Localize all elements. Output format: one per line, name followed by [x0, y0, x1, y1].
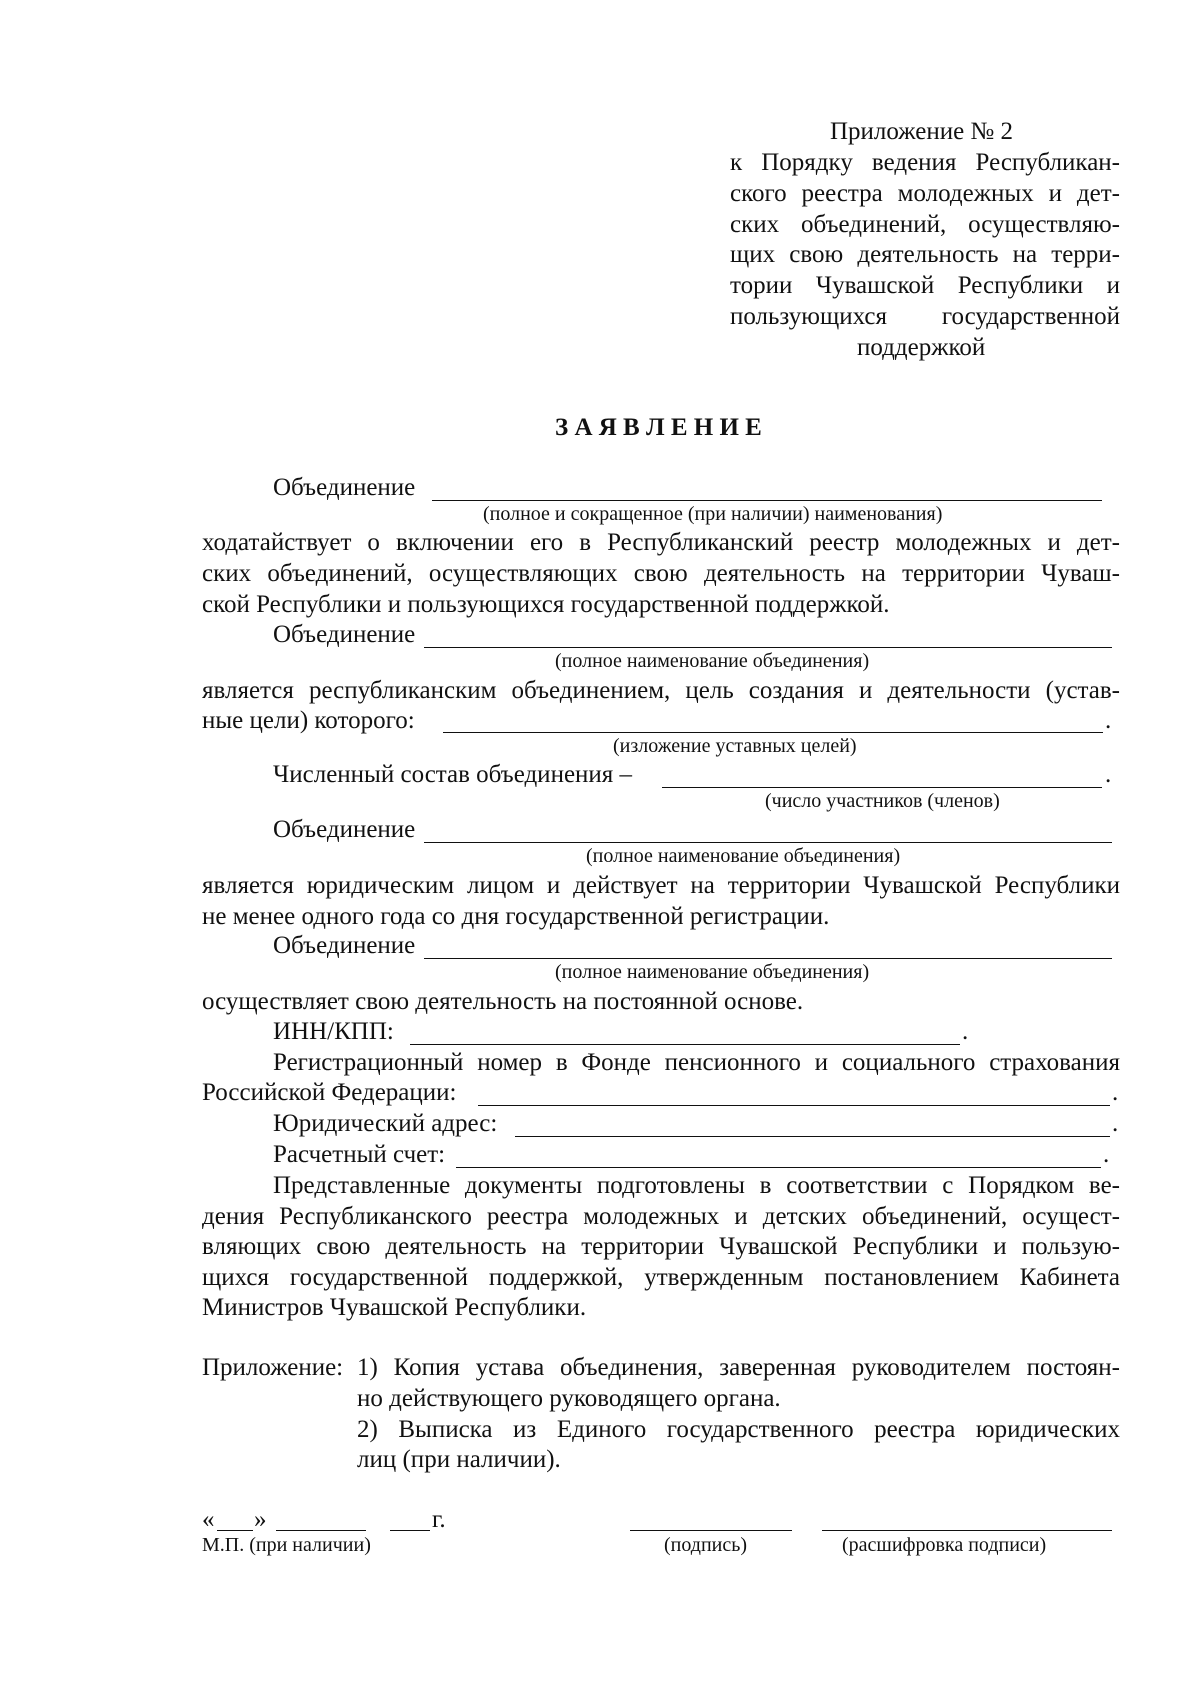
documents-line: вляющих свою деятельность на территории Чувашской Республики и пользую-: [202, 1233, 1120, 1260]
registration-line: Регистрационный номер в Фонде пенсионного и социального страхования: [273, 1049, 1120, 1076]
petition-line: ходатайствует о включении его в Республиканский реестр молодежных и дет-: [202, 529, 1120, 556]
attachments-label: Приложение:: [202, 1354, 344, 1381]
goals-label: ные цели) которого:: [202, 707, 415, 734]
association-label: Объединение: [273, 621, 416, 648]
members-line[interactable]: [662, 787, 1102, 788]
appendix-line: к Порядку ведения Республикан-: [730, 149, 1120, 176]
permanent-line: осуществляет свою деятельность на постоянной основе.: [202, 988, 804, 1015]
association-name-line[interactable]: [424, 842, 1112, 843]
association-name-line[interactable]: [424, 958, 1112, 959]
year-suffix: г.: [432, 1506, 446, 1533]
month-line[interactable]: [276, 1530, 366, 1531]
association-name-line[interactable]: [424, 647, 1112, 648]
attachment-item-1: 1) Копия устава объединения, заверенная руководителем постоян-: [357, 1354, 1120, 1381]
documents-line: Министров Чувашской Республики.: [202, 1294, 587, 1321]
period: .: [1105, 761, 1112, 788]
legal-address-line[interactable]: [515, 1136, 1110, 1137]
legal-line: не менее одного года со дня государственной регистрации.: [202, 903, 830, 930]
quote-open: «: [202, 1506, 215, 1533]
appendix-title: Приложение № 2: [830, 118, 1014, 145]
quote-close: »: [254, 1506, 267, 1533]
documents-line: Представленные документы подготовлены в соответствии с Порядком ве-: [273, 1172, 1120, 1199]
caption-goals: (изложение уставных целей): [613, 735, 857, 757]
signature-decode-line[interactable]: [822, 1530, 1112, 1531]
legal-address-label: Юридический адрес:: [273, 1110, 498, 1137]
stamp-label: М.П. (при наличии): [202, 1534, 371, 1556]
signature-caption: (подпись): [664, 1534, 748, 1556]
period: .: [1105, 707, 1112, 734]
caption-full-name: (полное наименование объединения): [555, 650, 870, 672]
attachment-item-2: 2) Выписка из Единого государственного реестра юридических: [357, 1416, 1120, 1443]
republican-line: является республиканским объединением, цель создания и деятельности (устав-: [202, 677, 1120, 704]
association-label: Объединение: [273, 932, 416, 959]
period: .: [962, 1018, 969, 1045]
caption-full-name: (полное наименование объединения): [586, 845, 901, 867]
members-label: Численный состав объединения –: [273, 761, 633, 788]
petition-line: ских объединений, осуществляющих свою деятельность на территории Чуваш-: [202, 560, 1120, 587]
period: .: [1103, 1141, 1110, 1168]
appendix-line: тории Чувашской Республики и: [730, 272, 1120, 299]
caption-full-short-name: (полное и сокращенное (при наличии) наименования): [483, 503, 943, 525]
inn-kpp-line[interactable]: [410, 1044, 960, 1045]
signature-decode-caption: (расшифровка подписи): [842, 1534, 1047, 1556]
day-line[interactable]: [217, 1530, 253, 1531]
appendix-line: пользующихся государственной: [730, 303, 1120, 330]
period: .: [1112, 1110, 1119, 1137]
account-label: Расчетный счет:: [273, 1141, 446, 1168]
association-label: Объединение: [273, 816, 416, 843]
documents-line: дения Республиканского реестра молодежных и детских объединений, осущест-: [202, 1203, 1120, 1230]
document-title: З А Я В Л Е Н И Е: [555, 414, 762, 441]
registration-label: Российской Федерации:: [202, 1079, 457, 1106]
year-line[interactable]: [390, 1530, 430, 1531]
appendix-line: поддержкой: [857, 334, 986, 361]
petition-line: ской Республики и пользующихся государственной поддержкой.: [202, 591, 890, 618]
caption-members: (число участников (членов): [765, 790, 1000, 812]
association-label: Объединение: [273, 474, 416, 501]
documents-line: щихся государственной поддержкой, утвержденным постановлением Кабинета: [202, 1264, 1120, 1291]
attachment-item-2-cont: лиц (при наличии).: [357, 1446, 561, 1473]
appendix-line: ского реестра молодежных и дет-: [730, 180, 1120, 207]
inn-kpp-label: ИНН/КПП:: [273, 1018, 394, 1045]
legal-line: является юридическим лицом и действует на территории Чувашской Республики: [202, 872, 1120, 899]
attachment-item-1-cont: но действующего руководящего органа.: [357, 1385, 781, 1412]
appendix-line: щих свою деятельность на терри-: [730, 241, 1120, 268]
registration-number-line[interactable]: [478, 1105, 1110, 1106]
association-name-line[interactable]: [432, 500, 1102, 501]
goals-line[interactable]: [443, 732, 1103, 733]
signature-line[interactable]: [630, 1530, 792, 1531]
caption-full-name: (полное наименование объединения): [555, 961, 870, 983]
period: .: [1112, 1079, 1119, 1106]
appendix-line: ских объединений, осуществляю-: [730, 211, 1120, 238]
account-line[interactable]: [456, 1167, 1101, 1168]
